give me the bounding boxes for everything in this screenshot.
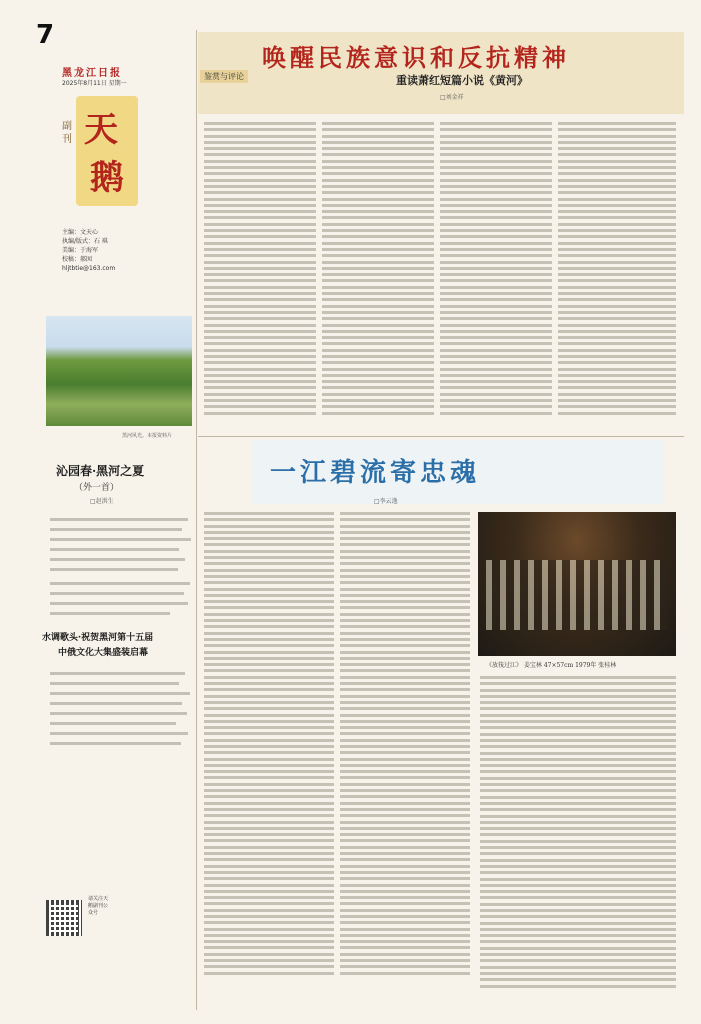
brand-char-2: 鹅 bbox=[90, 158, 124, 198]
poem-line bbox=[50, 538, 200, 543]
poem-line bbox=[50, 712, 200, 717]
poem-line bbox=[50, 722, 200, 727]
article2-column bbox=[480, 676, 676, 991]
poem1-title: 沁园春·黑河之夏 bbox=[56, 464, 145, 478]
painting-caption: 《放筏过江》 姜宝林 47×57cm 1979年 张桂林 bbox=[486, 662, 617, 669]
line4: 校稿：郝囡 bbox=[62, 256, 93, 263]
poem-line bbox=[50, 682, 200, 687]
editor: 主编：文天心 bbox=[62, 229, 99, 236]
page-number: 7 bbox=[36, 20, 55, 50]
painting-detail bbox=[486, 560, 668, 630]
article1-subtitle: 重读萧红短篇小说《黄河》 bbox=[396, 74, 528, 87]
qr-code-pattern bbox=[50, 904, 78, 932]
poem1-subtitle: （外一首） bbox=[74, 483, 120, 493]
poem-line bbox=[50, 602, 200, 607]
photo-caption: 黑河风光。本报资料片 bbox=[122, 433, 173, 439]
issue-date: 2025年8月11日 星期一 bbox=[62, 80, 127, 87]
poem-line bbox=[50, 742, 200, 747]
poem-line bbox=[50, 548, 200, 553]
article2-column bbox=[204, 512, 334, 978]
article-divider bbox=[198, 436, 684, 437]
duty-editor: 执编/版式：石 琪 bbox=[62, 238, 108, 245]
poem-line bbox=[50, 528, 200, 533]
article1-author: □刘金祥 bbox=[440, 94, 464, 101]
poem-line bbox=[50, 672, 200, 677]
poem-line bbox=[50, 702, 200, 707]
article1-column bbox=[204, 122, 316, 418]
qr-note: 请关注天鹅副刊公众号 bbox=[88, 896, 109, 916]
poem-line bbox=[50, 558, 200, 563]
article1-column bbox=[558, 122, 676, 418]
email: hljtbtie@163.com bbox=[62, 265, 116, 272]
poem2-title: 水调歌头·祝贺黑河第十五届 bbox=[42, 633, 154, 643]
landscape-photo bbox=[46, 316, 192, 426]
article1-column bbox=[440, 122, 552, 418]
article1-title: 唤醒民族意识和反抗精神 bbox=[262, 43, 570, 72]
article2-column bbox=[340, 512, 470, 978]
editor-info bbox=[62, 228, 158, 273]
section-label: 副刊 bbox=[62, 121, 72, 145]
column-divider bbox=[196, 30, 197, 1010]
poem-line bbox=[50, 692, 200, 697]
poem-line bbox=[50, 568, 200, 573]
brand-char-1: 天 bbox=[84, 110, 118, 150]
poem-line bbox=[50, 592, 200, 597]
paper-name: 黑龙江日报 bbox=[62, 68, 122, 79]
poem-line bbox=[50, 518, 200, 523]
article1-section: 鉴赏与评论 bbox=[200, 70, 248, 83]
article1-column bbox=[322, 122, 434, 418]
article2-author: □李云逸 bbox=[374, 498, 398, 505]
poem-line bbox=[50, 582, 200, 587]
poem-line bbox=[50, 732, 200, 737]
poem1-author: □赵洪生 bbox=[90, 498, 114, 505]
poem2-subtitle: 中俄文化大集盛装启幕 bbox=[58, 648, 149, 658]
article2-title: 一江碧流寄忠魂 bbox=[270, 458, 481, 488]
proofreader: 美编：于海军 bbox=[62, 247, 99, 254]
poem-line bbox=[50, 612, 200, 617]
